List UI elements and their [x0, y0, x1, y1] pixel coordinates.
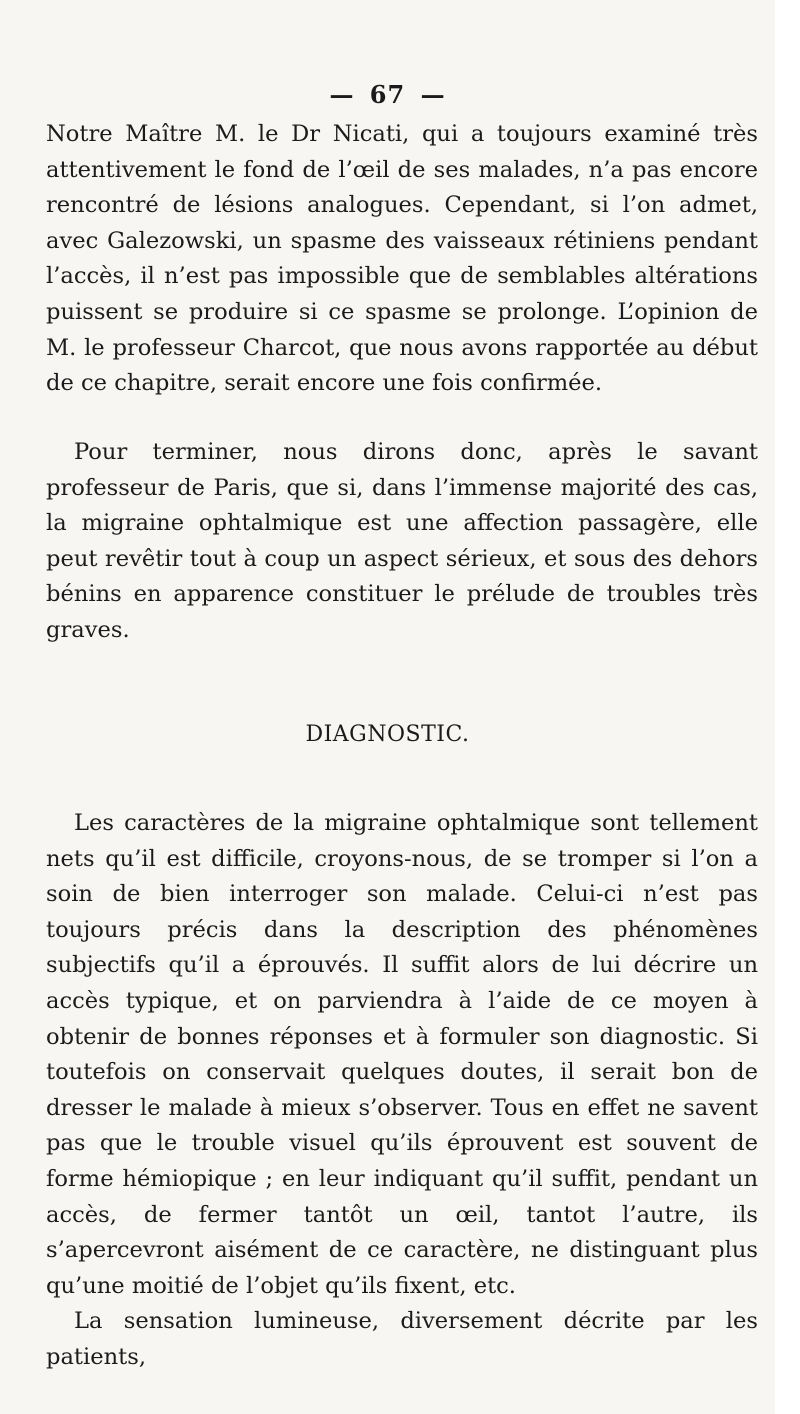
- text-block-opening: [46, 117, 758, 402]
- page-number-value: 67: [369, 80, 406, 109]
- paragraph-nicati: Notre Maître M. le Dr Nicati, qui a toujours examiné très attentivement le fond de l’œil de ses malades, n’a pas encore rencontré de lésions analogues. Cependant, si l’on admet, avec Galezowski, un spasme des vaisseaux rétiniens pendant l’accès, il n’est pas impossible que de semblables altérations puissent se produire si ce spasme se prolonge. L’opinion de M. le professeur Charcot, que nous avons rapportée au début de ce chapitre, serait encore une fois confirmée.: [46, 121, 758, 397]
- page-number: [0, 80, 775, 109]
- section-heading: DIAGNOSTIC.: [305, 722, 470, 747]
- paragraph-luminous-sensation: La sensation lumineuse, diversement décrite par les patients,: [46, 1308, 758, 1370]
- text-block-diagnostic: [46, 806, 758, 1376]
- page-number-dash-right: —: [420, 80, 446, 109]
- page-number-dash-left: —: [329, 80, 355, 109]
- page-edge: [775, 0, 800, 1414]
- paragraph-diagnostic: Les caractères de la migraine ophtalmique sont tellement nets qu’il est difficile, croyons-nous, de se tromper si l’on a soin de bien interroger son malade. Celui-ci n’est pas toujours précis dans la description des phénomènes subjectifs qu’il a éprouvés. Il suffit alors de lui décrire un accès typique, et on parviendra à l’aide de ce moyen à obtenir de bonnes réponses et à formuler son diagnostic. Si toutefois on conservait quelques doutes, il serait bon de dresser le malade à mieux s’observer. Tous en effet ne savent pas que le trouble visuel qu’ils éprouvent est souvent de forme hémiopique ; en leur indiquant qu’il suffit, pendant un accès, de fermer tantôt un œil, tantot l’autre, ils s’apercevront aisément de ce caractère, ne distinguant plus qu’une moitié de l’objet qu’ils fixent, etc.: [46, 810, 758, 1299]
- text-block-conclusion: [46, 435, 758, 649]
- paragraph-conclusion: Pour terminer, nous dirons donc, après le savant professeur de Paris, que si, dans l’immense majorité des cas, la migraine ophtalmique est une affection passagère, elle peut revêtir tout à coup un aspect sérieux, et sous des dehors bénins en apparence constituer le prélude de troubles très graves.: [46, 439, 758, 643]
